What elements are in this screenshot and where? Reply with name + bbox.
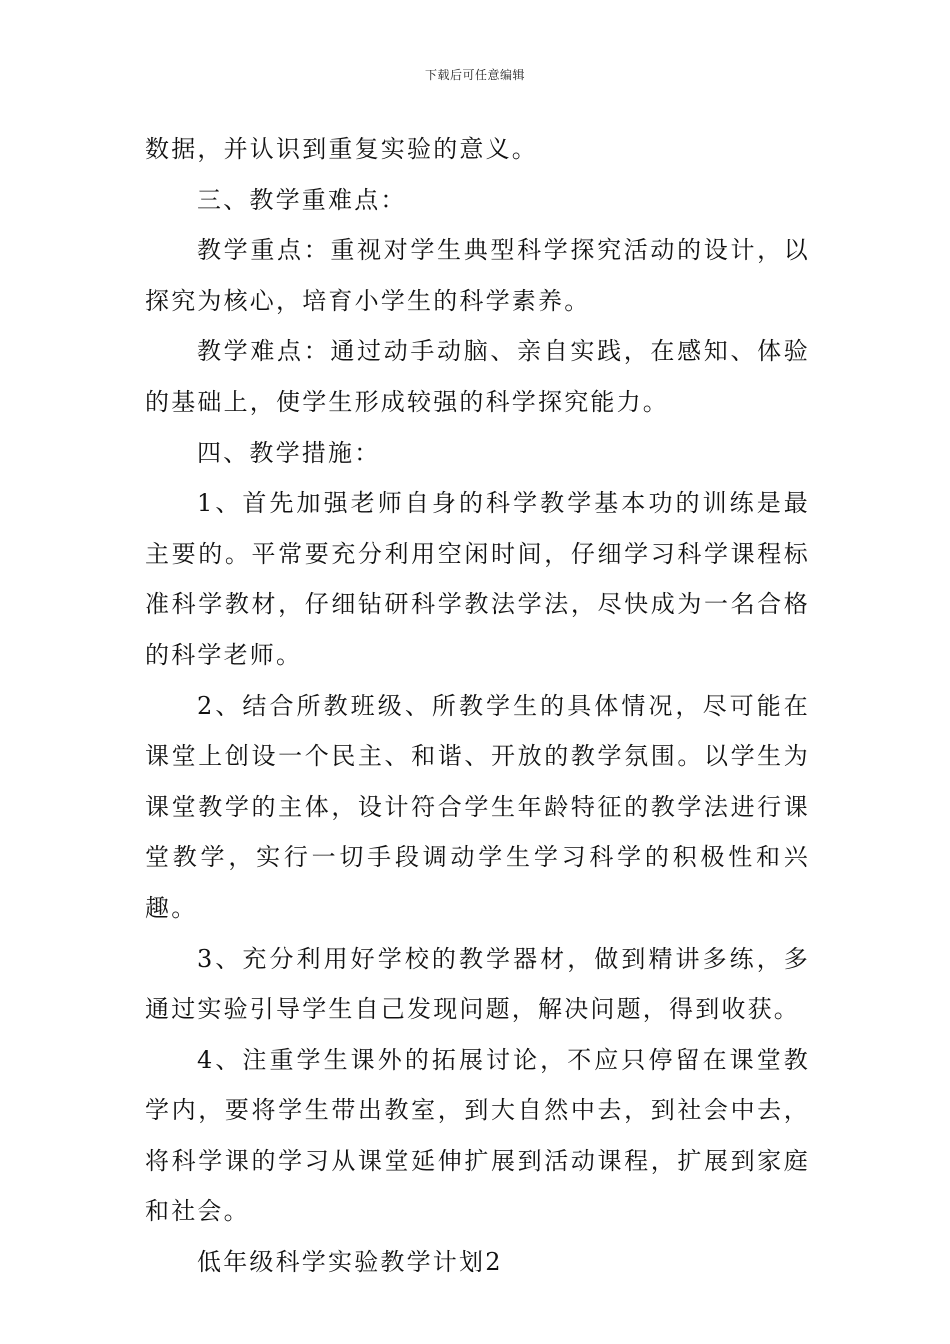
list-item-measure-3: 3、充分利用好学校的教学器材，做到精讲多练，多通过实验引导学生自己发现问题，解决问题，得到收获。 — [145, 944, 810, 1024]
header-note: 下载后可任意编辑 — [424, 68, 525, 82]
list-item-measure-4: 4、注重学生课外的拓展讨论，不应只停留在课堂教学内，要将学生带出教室，到大自然中去，到社会中去，将科学课的学习从课堂延伸扩展到活动课程，扩展到家庭和社会。 — [145, 1045, 810, 1226]
paragraph-teaching-difficulty: 教学难点：通过动手动脑、亲自实践，在感知、体验的基础上，使学生形成较强的科学探究能力。 — [145, 337, 810, 416]
list-item-measure-1: 1、首先加强老师自身的科学教学基本功的训练是最主要的。平常要充分利用空闲时间，仔细学习科学课程标准科学教材，仔细钻研科学教法学法，尽快成为一名合格的科学老师。 — [145, 489, 810, 669]
section-heading-measures: 四、教学措施： — [197, 438, 381, 467]
document-body — [145, 124, 810, 1288]
paragraph-continuation: 数据，并认识到重复实验的意义。 — [145, 135, 538, 163]
paragraph-teaching-focus: 教学重点：重视对学生典型科学探究活动的设计，以探究为核心，培育小学生的科学素养。 — [145, 236, 810, 315]
list-item-measure-2: 2、结合所教班级、所教学生的具体情况，尽可能在课堂上创设一个民主、和谐、开放的教学氛围。以学生为课堂教学的主体，设计符合学生年龄特征的教学法进行课堂教学，实行一切手段调动学生学习科学的积极性和兴趣。 — [145, 691, 810, 922]
document-title-plan-2: 低年级科学实验教学计划2 — [197, 1248, 503, 1277]
section-heading-key-points: 三、教学重难点： — [197, 185, 407, 214]
